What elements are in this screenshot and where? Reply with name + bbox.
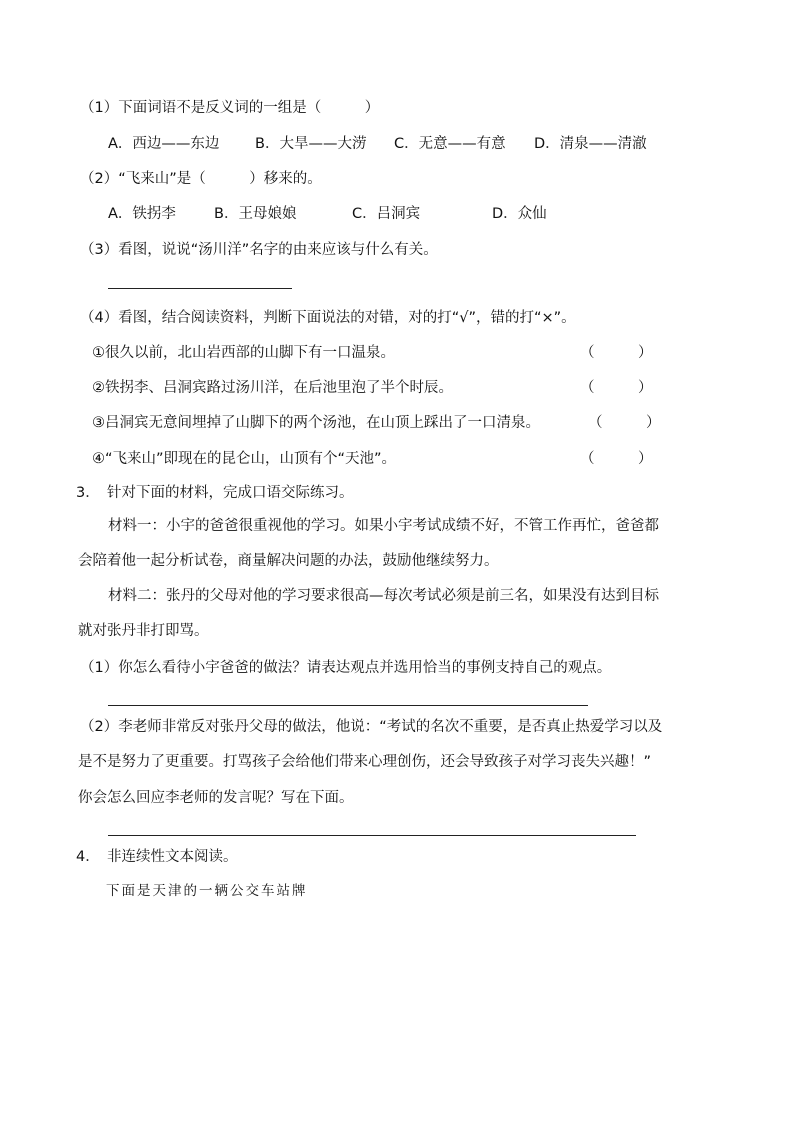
q4-item-4-paren[interactable]: （ ） [580, 451, 653, 467]
q2-option-a: A．铁拐李 [108, 206, 176, 222]
q4-item-4: ④“飞来山”即现在的昆仑山，山顶有个“天池”。 [92, 451, 397, 467]
q1-option-b: B．大旱——大涝 [255, 136, 367, 152]
sec3-material-1-line-1: 材料一：小宇的爸爸很重视他的学习。如果小宇考试成绩不好，不管工作再忙，爸爸都 [108, 518, 659, 534]
sec3-question-2-line-2: 是不是努力了更重要。打骂孩子会给他们带来心理创伤，还会导致孩子对学习丧失兴趣！” [78, 754, 652, 770]
q1-option-d: D．清泉——清澈 [534, 136, 647, 152]
q3-stem: （3）看图，说说“汤川洋”名字的由来应该与什么有关。 [80, 242, 438, 258]
q1-option-a: A．西边——东边 [108, 136, 220, 152]
q3-answer-line[interactable] [108, 288, 292, 289]
q4-item-3-paren[interactable]: （ ） [588, 415, 661, 431]
q4-stem: （4）看图，结合阅读资料，判断下面说法的对错，对的打“√”，错的打“×”。 [80, 310, 576, 326]
sec3-material-2-line-2: 就对张丹非打即骂。 [78, 623, 209, 639]
sec3-q1-answer-line[interactable] [108, 705, 588, 706]
q4-item-3: ③吕洞宾无意间埋掉了山脚下的两个汤池，在山顶上踩出了一口清泉。 [92, 415, 540, 431]
sec3-q2-answer-line[interactable] [108, 835, 636, 836]
q4-item-2: ②铁拐李、吕洞宾路过汤川洋，在后池里泡了半个时辰。 [92, 380, 453, 396]
sec4-title: 4． 非连续性文本阅读。 [76, 849, 238, 865]
q2-option-b: B．王母娘娘 [214, 206, 297, 222]
q4-item-1: ①很久以前，北山岩西部的山脚下有一口温泉。 [92, 345, 395, 361]
q2-stem: （2）“飞来山”是（ ）移来的。 [80, 171, 322, 187]
sec3-title: 3． 针对下面的材料，完成口语交际练习。 [76, 485, 354, 501]
q1-stem: （1）下面词语不是反义词的一组是（ ） [80, 100, 380, 116]
q4-item-2-paren[interactable]: （ ） [580, 380, 653, 396]
sec3-question-2-line-3: 你会怎么回应李老师的发言呢？写在下面。 [78, 790, 354, 806]
q2-option-d: D．众仙 [492, 206, 547, 222]
sec3-question-1: （1）你怎么看待小宇爸爸的做法？请表达观点并选用恰当的事例支持自己的观点。 [80, 660, 612, 676]
q1-option-c: C．无意——有意 [394, 136, 506, 152]
q4-item-1-paren[interactable]: （ ） [580, 345, 653, 361]
sec4-caption: 下面是天津的一辆公交车站牌 [106, 883, 308, 899]
q2-option-c: C．吕洞宾 [352, 206, 421, 222]
sec3-material-2-line-1: 材料二：张丹的父母对他的学习要求很高—每次考试必须是前三名，如果没有达到目标 [108, 588, 659, 604]
sec3-material-1-line-2: 会陪着他一起分析试卷，商量解决问题的办法，鼓励他继续努力。 [78, 553, 499, 569]
sec3-question-2-line-1: （2）李老师非常反对张丹父母的做法，他说：“考试的名次不重要，是否真止热爱学习以及 [80, 719, 663, 735]
